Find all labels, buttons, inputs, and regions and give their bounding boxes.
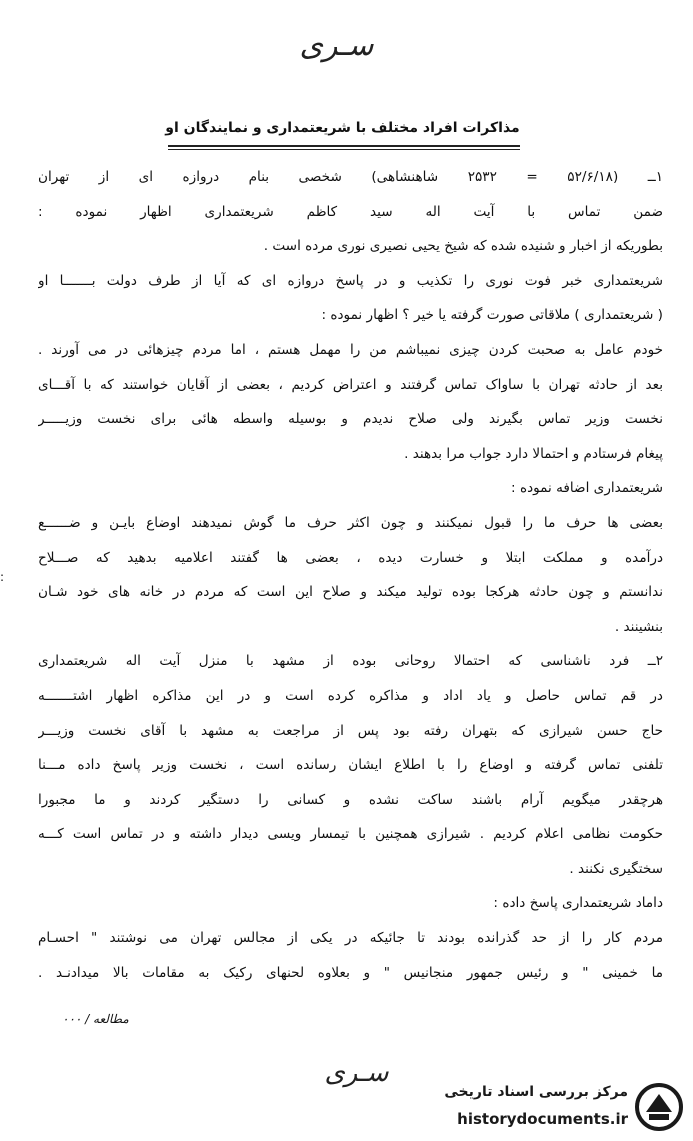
body-line: شریعتمداری اضافه نموده :	[511, 480, 663, 497]
body-line: بنشینند .	[614, 618, 663, 635]
body-line: هرچقدر میگویم آرام باشند ساکت نشده و کسانی را دستگیر کردند و ما مجبورا	[38, 791, 663, 808]
document-title: مذاکرات افراد مختلف با شریعتمداری و نمایندگان او	[165, 120, 520, 136]
title-underline	[168, 145, 520, 147]
body-line: حاج حسن شیرازی که بتهران رفته بود پس از مراجعت به مشهد با آقای نخست وزیـــر	[38, 722, 663, 739]
body-line: ضمن تماس با آیت اله سید کاظم شریعتمداری اظهار نموده :	[38, 203, 663, 220]
body-line: بطوریکه از اخبار و شنیده شده که شیخ یحیی نصیری نوری مرده است .	[263, 238, 663, 255]
title-underline-thin	[168, 149, 520, 150]
watermark-url: historydocuments.ir	[457, 1110, 628, 1128]
body-line: شریعتمداری خبر فوت نوری را تکذیب و در پاسخ دروازه ای که آیا از طرف دولت بـــــــا او	[38, 272, 663, 289]
body-line: حکومت نظامی اعلام کردیم . شیرازی همچنین با تیمسار ویسی دیدار داشته و در تماس است کـــه	[38, 826, 663, 843]
body-line: در قم تماس حاصل و یاد اداد و مذاکره کرده است و در این مذاکره اظهار اشتـــــــه	[38, 687, 663, 704]
margin-mark: :	[0, 570, 5, 584]
body-line: بعد از حادثه تهران با ساواک تماس گرفتند و اعتراض کردیم ، بعضی از آقایان خواستند که با آقـــای	[38, 376, 663, 393]
body-line: پیغام فرستادم و احتمالا دارد جواب مرا بدهند .	[404, 445, 663, 462]
watermark-org-name: مرکز بررسی اسناد تاریخی	[444, 1084, 628, 1100]
body-line: ۲ــ فرد ناشناسی که احتمالا روحانی بوده از مشهد با منزل آیت اله شریعتمداری	[38, 653, 663, 670]
body-line: ندانستم و چون حادثه هرکجا بوده تولید میکند و صلاح این است که مردم در خانه های خود شـان	[38, 584, 663, 601]
body-line: بعضی ها حرف ما را قبول نمیکنند و چون اکثر حرف ما گوش نمیدهند اوضاع بایـن و ضــــــع	[38, 514, 663, 531]
classification-stamp-top: سـری	[299, 28, 374, 63]
body-line: سختگیری نکنند .	[569, 860, 663, 877]
body-line: درآمده و مملکت ابتلا و خسارت دیده ، بعضی ها گفتند اعلامیه بدهید که صـــلاح	[38, 549, 663, 566]
body-line: ما خمینی " و رئیس جمهور منجانیس " و بعلاوه لحنهای رکیک به مقامات بالا میدادنـد .	[38, 964, 663, 981]
archive-watermark	[402, 1078, 692, 1138]
signoff-note: مطالعه / ۰۰۰	[62, 1012, 129, 1026]
body-line: تلفنی تماس گرفته و اوضاع را با اطلاع ایشان رسانده است ، نخست وزیر پاسخ داده مـــنا	[38, 757, 663, 774]
classification-stamp-bottom: سـری	[324, 1058, 389, 1088]
body-line: نخست وزیر تماس بگیرند ولی صلاح ندیدم و بوسیله واسطه هائی برای نخست وزیـــــر	[38, 411, 663, 428]
document-body	[38, 160, 663, 990]
body-line: خودم عامل به صحبت کردن چیزی نمیباشم من را مهمل هستم ، اما مردم چیزهائی در می آورند .	[38, 341, 663, 358]
body-line: مردم کار را از حد گذرانده بودند تا جائیکه در یکی از مجالس تهران می نوشتند " احسـام	[38, 930, 663, 947]
body-line: ۱ــ (۵۲/۶/۱۸ = ۲۵۳۲ شاهنشاهی) شخصی بنام دروازه ای از تهران	[38, 169, 663, 185]
body-line: داماد شریعتمداری پاسخ داده :	[493, 895, 663, 912]
archive-logo-icon	[634, 1082, 684, 1132]
body-line: ( شریعتمداری ) ملاقاتی صورت گرفته یا خیر ؟ اظهار نموده :	[321, 307, 663, 324]
